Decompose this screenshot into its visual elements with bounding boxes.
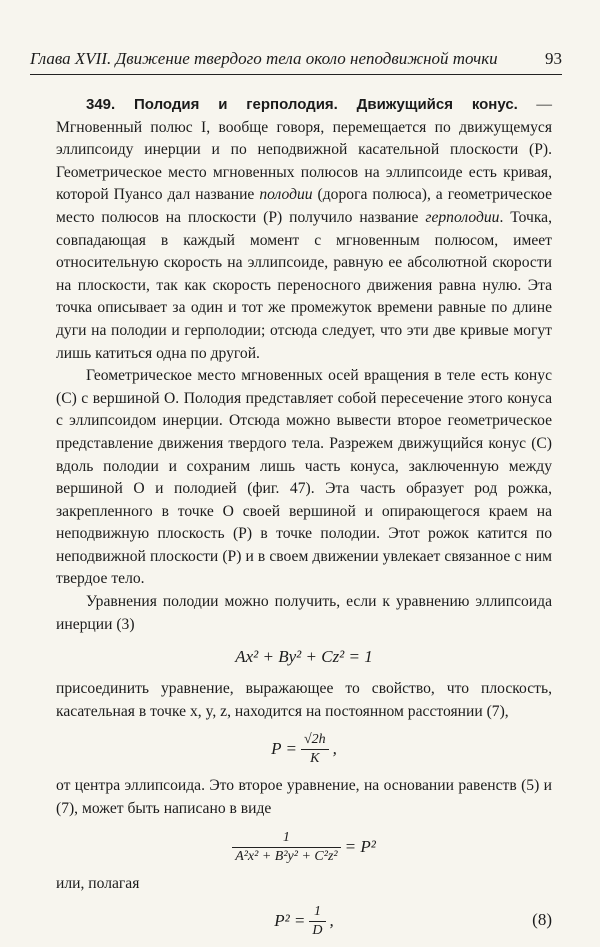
formula-second-numerator: 1 [232,829,340,848]
formula-second-equation [56,825,552,869]
equation-number: (8) [532,910,552,930]
formula-distance-numerator: √2h [301,731,329,750]
formula-second-fraction [232,829,340,866]
section-heading: 349. Полодия и герполодия. Движущийся конус. [86,96,518,113]
paragraph-6: или, полагая [56,874,140,892]
paragraph-1 [56,94,552,365]
formula-eight-numerator: 1 [309,903,325,922]
formula-distance-fraction [301,731,329,768]
paragraph-5: от центра эллипсоида. Это второе уравнение, на основании равенств (5) и (7), может быть написано в виде [56,777,552,818]
paragraph-4: присоединить уравнение, выражающее то свойство, что плоскость, касательная в точке x, y, z, находится на постоянном расстоянии (7), [56,680,552,720]
page-number: 93 [545,49,562,68]
formula-ellipsoid: Ax² + By² + Cz² = 1 [235,647,373,667]
formula-second-rhs: = P² [344,836,376,856]
formula-eight-denominator: D [312,922,323,938]
formula-distance-denominator: K [310,750,320,766]
running-header [30,44,562,75]
formula-second-denominator: A²x² + B²y² + C²z² [235,848,338,864]
formula-distance-tail: , [332,739,337,759]
page-body [56,94,552,947]
paragraph-1-text-c: . Точка, совпадающая в каждый момент с мгновенным полюсом, имеет относительную скорость на эллипсоиде, равную ее абсолютной скорости на плоскости, так как скорость переносного движения равна нулю. Эта точка описывает за один и тот же промежуток времени равные по длине дуги на полодии и герполодии; отсюда следует, что эти две кривые могут лишь катиться одна по другой. [56,208,552,362]
chapter-title: Глава XVII. Движение твердого тела около неподвижной точки [30,49,498,68]
term-polodia: полодии [259,186,313,204]
paragraph-1-text-b: (дорога полюса), а геометрическое место полюсов на плоскости (P) получило название [56,186,553,226]
paragraph-3: Уравнения полодии можно получить, если к уравнению эллипсоида инерции (3) [56,593,552,633]
formula-distance-lhs: P = [271,739,297,759]
paragraph-2: Геометрическое место мгновенных осей вращения в теле есть конус (C) с вершиной O. Полодия представляет собой пересечение этого конуса с эллипсоидом инерции. Отсюда можно вывести второе геометрическое представление движения твердого тела. Разрежем движущийся конус (C) вдоль полодии и сохраним лишь часть конуса, заключенную между вершиной O и полодией (фиг. 47). Эта часть образует род рожка, закрепленного в точке O своей вершиной и опирающегося краем на неподвижную плоскость (P) в точке полодии. Этот рожок катится по неподвижной плоскости (P) и в своем движении увлекает связанное с ним твердое тело. [56,367,552,588]
paragraph-1-text-a: — Мгновенный полюс I, вообще говоря, перемещается по движущемуся эллипсоиду инерции и по неподвижной касательной плоскости (P). Геометрическое место мгновенных полюсов на эллипсоиде есть кривая, которой Пуансо дал название [56,96,553,204]
formula-eight [56,899,552,943]
formula-eight-lhs: P² = [274,910,306,930]
term-herpolodia: герполодии [425,208,500,226]
formula-eight-fraction [309,903,325,940]
formula-eight-tail: , [329,910,334,930]
formula-distance [56,727,552,771]
